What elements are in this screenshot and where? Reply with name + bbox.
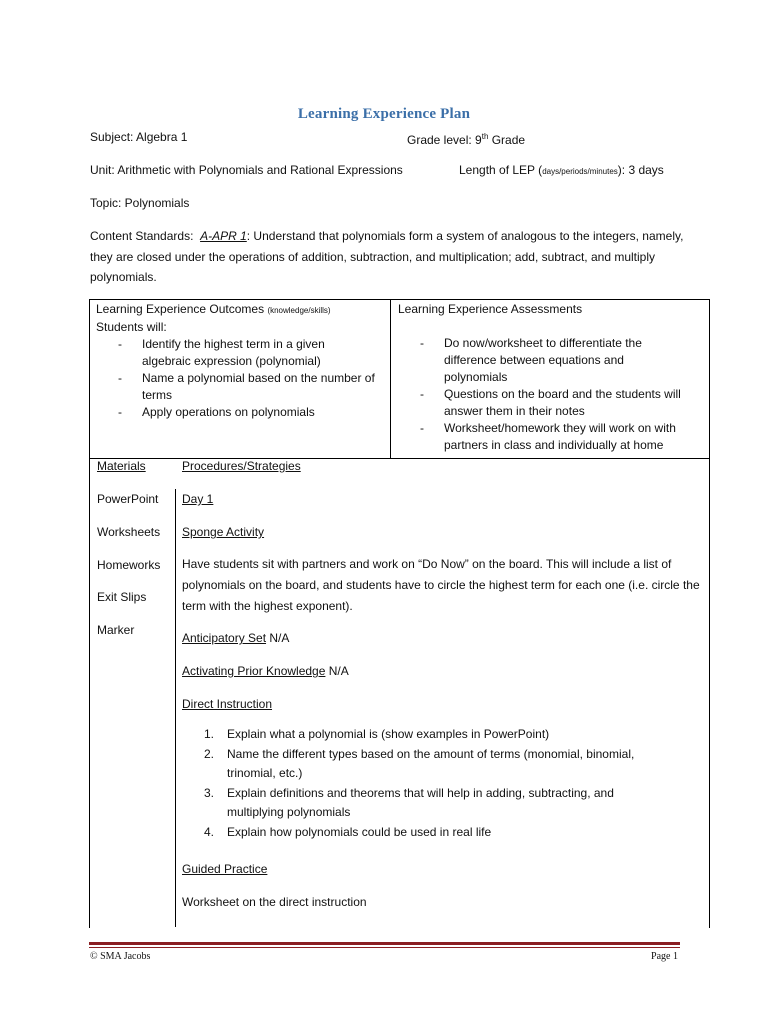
table-column-divider (390, 299, 391, 458)
document-title: Learning Experience Plan (297, 106, 471, 122)
anticipatory-value: N/A (266, 631, 290, 645)
item-number: 3. (204, 785, 215, 800)
assessments-cell (398, 301, 704, 454)
item-number: 4. (204, 824, 215, 839)
length-small: days/periods/minutes (542, 167, 618, 176)
materials-heading: Materials (97, 459, 146, 473)
content-standards-text: : Understand that polynomials form a system of analogous to the integers, namely, they are closed under the operations of addition, subtraction, and multiplication; add, subtract, and multiply polynomials. (90, 229, 684, 284)
footer-page-number: Page 1 (651, 951, 678, 962)
direct-instruction-heading: Direct Instruction (182, 697, 273, 711)
length-prefix: Length of LEP ( (459, 163, 543, 177)
topic-line: Topic: Polynomials (90, 196, 190, 210)
outcomes-heading (96, 301, 386, 319)
list-item (182, 745, 672, 784)
item-number: 2. (204, 746, 215, 761)
footer-rule-thin (89, 947, 680, 948)
footer-rule (89, 942, 680, 945)
direct-instruction-list (182, 725, 672, 842)
outcomes-intro: Students will: (96, 320, 167, 334)
prior-heading: Activating Prior Knowledge (182, 664, 326, 678)
list-item: - Name a polynomial based on the number of terms (96, 370, 384, 404)
list-item: - Do now/worksheet to differentiate the difference between equations and polynomials (398, 335, 698, 386)
grade-level-line (407, 127, 525, 150)
outcomes-list (96, 336, 384, 421)
list-item: - Questions on the board and the students will answer them in their notes (398, 386, 698, 420)
sponge-text: Have students sit with partners and work on “Do Now” on the board. This will include a list of polynomials on the board, and students have to circle the highest term for each one (i.e. circle the term with the highest exponent). (182, 557, 700, 613)
list-item (182, 823, 672, 843)
material-item: Worksheets (97, 525, 161, 539)
content-standards-label: Content Standards: (90, 229, 201, 243)
length-suffix: ): 3 days (617, 163, 664, 177)
footer-copyright: © SMA Jacobs (90, 951, 151, 962)
material-item: PowerPoint (97, 492, 159, 506)
item-text: Name the different types based on the amount of terms (monomial, binomial, trinomial, etc.) (227, 746, 635, 780)
grade-level-sup: th (481, 132, 489, 141)
day-heading: Day 1 (182, 492, 214, 506)
subject-line: Subject: Algebra 1 (90, 130, 188, 144)
material-item: Exit Slips (97, 590, 147, 604)
item-text: Explain definitions and theorems that will help in adding, subtracting, and multiplying polynomials (227, 785, 614, 819)
guided-practice-heading: Guided Practice (182, 862, 268, 876)
assessments-heading: Learning Experience Assessments (398, 302, 583, 316)
material-item: Homeworks (97, 558, 161, 572)
length-line (459, 160, 664, 182)
grade-level-prefix: Grade level: 9 (407, 133, 482, 147)
unit-line: Unit: Arithmetic with Polynomials and Rational Expressions (90, 163, 403, 177)
material-item: Marker (97, 623, 135, 637)
content-standards (90, 226, 690, 288)
list-item: - Apply operations on polynomials (96, 404, 384, 421)
outcomes-cell (96, 301, 386, 421)
list-item (182, 725, 672, 745)
list-item: - Worksheet/homework they will work on with partners in class and individually at home (398, 420, 698, 454)
prior-knowledge (182, 663, 349, 680)
assessments-list (398, 335, 698, 454)
item-text: Explain what a polynomial is (show examples in PowerPoint) (227, 727, 550, 741)
sponge-heading: Sponge Activity (182, 525, 265, 539)
list-item (182, 784, 672, 823)
item-number: 1. (204, 727, 215, 741)
anticipatory-heading: Anticipatory Set (182, 631, 267, 645)
procedures-divider (175, 489, 176, 927)
outcomes-heading-small: (knowledge/skills) (267, 306, 331, 315)
grade-level-suffix: Grade (488, 133, 526, 147)
outcomes-heading-text: Learning Experience Outcomes (96, 302, 268, 316)
item-text: Explain how polynomials could be used in real life (227, 824, 492, 839)
prior-value: N/A (325, 664, 349, 678)
guided-practice-text: Worksheet on the direct instruction (182, 895, 367, 909)
list-item: - Identify the highest term in a given algebraic expression (polynomial) (96, 336, 384, 370)
procedures-heading: Procedures/Strategies (182, 459, 301, 473)
anticipatory-set (182, 630, 289, 647)
standard-code: A-APR 1 (200, 229, 247, 243)
